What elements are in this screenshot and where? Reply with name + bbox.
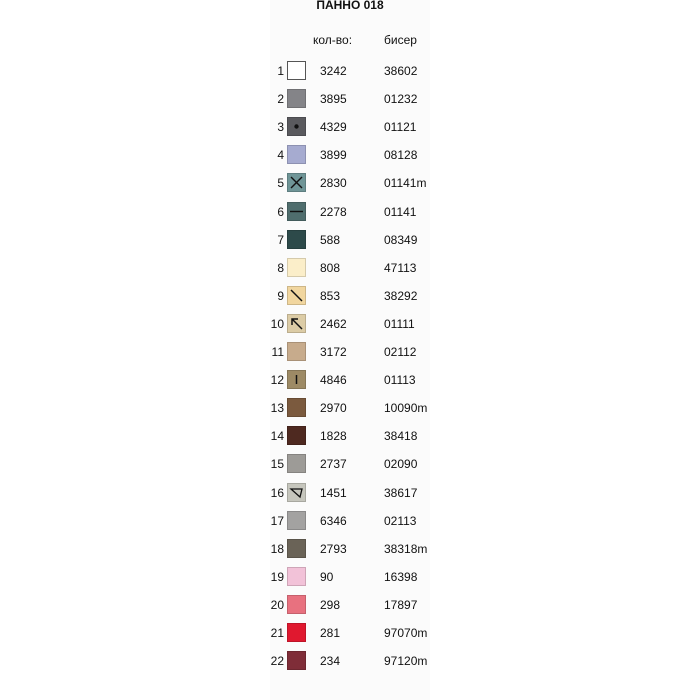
quantity-value: 2462	[320, 317, 347, 331]
row-number: 1	[277, 64, 284, 78]
legend-row	[270, 201, 440, 223]
quantity-value: 1451	[320, 486, 347, 500]
row-number: 14	[270, 429, 284, 443]
color-swatch	[287, 117, 306, 136]
quantity-value: 2737	[320, 457, 347, 471]
bead-code: 01232	[384, 92, 418, 106]
legend-row	[270, 650, 440, 672]
legend-row	[270, 172, 440, 194]
bead-code: 17897	[384, 598, 418, 612]
legend-row	[270, 622, 440, 644]
quantity-value: 2970	[320, 401, 347, 415]
color-swatch	[287, 202, 306, 221]
bead-code: 01113	[384, 373, 416, 387]
row-number: 3	[277, 120, 284, 134]
bead-code: 02113	[384, 514, 417, 528]
color-swatch	[287, 567, 306, 586]
row-number: 21	[270, 626, 284, 640]
bead-code: 38292	[384, 289, 418, 303]
color-swatch	[287, 230, 306, 249]
bead-code: 02090	[384, 457, 418, 471]
color-swatch	[287, 258, 306, 277]
color-swatch	[287, 595, 306, 614]
dash-icon	[287, 202, 306, 221]
bead-code: 16398	[384, 570, 418, 584]
quantity-value: 2793	[320, 542, 347, 556]
color-swatch	[287, 539, 306, 558]
row-number: 20	[270, 598, 284, 612]
color-swatch	[287, 145, 306, 164]
legend-row	[270, 313, 440, 335]
bead-code: 02112	[384, 345, 417, 359]
header-bead: бисер	[384, 33, 417, 47]
row-number: 15	[270, 457, 284, 471]
quantity-value: 6346	[320, 514, 347, 528]
triangle-icon	[287, 483, 306, 502]
bead-code: 97120m	[384, 654, 428, 668]
bead-code: 01111	[384, 317, 415, 331]
row-number: 7	[277, 233, 284, 247]
row-number: 8	[277, 261, 284, 275]
legend-row	[270, 229, 440, 251]
quantity-value: 234	[320, 654, 341, 668]
color-swatch	[287, 454, 306, 473]
legend-row	[270, 341, 440, 363]
color-swatch	[287, 511, 306, 530]
row-number: 16	[270, 486, 284, 500]
bead-code: 08349	[384, 233, 418, 247]
row-number: 18	[270, 542, 284, 556]
row-number: 13	[270, 401, 284, 415]
row-number: 10	[270, 317, 284, 331]
bead-code: 38318m	[384, 542, 428, 556]
color-swatch	[287, 286, 306, 305]
color-swatch	[287, 173, 306, 192]
quantity-value: 808	[320, 261, 341, 275]
legend-row	[270, 88, 440, 110]
legend-row	[270, 144, 440, 166]
legend-row	[270, 594, 440, 616]
quantity-value: 3242	[320, 64, 347, 78]
legend-row	[270, 510, 440, 532]
color-swatch	[287, 623, 306, 642]
color-swatch	[287, 370, 306, 389]
legend-row	[270, 453, 440, 475]
color-swatch	[287, 651, 306, 670]
bead-code: 47113	[384, 261, 417, 275]
cross-icon	[287, 173, 306, 192]
row-number: 9	[277, 289, 284, 303]
row-number: 12	[270, 373, 284, 387]
legend-row	[270, 116, 440, 138]
color-swatch	[287, 314, 306, 333]
row-number: 4	[277, 148, 284, 162]
row-number: 19	[270, 570, 284, 584]
color-swatch	[287, 483, 306, 502]
bead-code: 01141m	[384, 176, 427, 190]
page-title: ПАННО 018	[316, 0, 384, 12]
legend-row	[270, 482, 440, 504]
quantity-value: 3172	[320, 345, 347, 359]
row-number: 17	[270, 514, 284, 528]
color-swatch	[287, 426, 306, 445]
backslash-icon	[287, 286, 306, 305]
quantity-value: 90	[320, 570, 334, 584]
bead-code: 08128	[384, 148, 418, 162]
quantity-value: 588	[320, 233, 341, 247]
quantity-value: 4329	[320, 120, 347, 134]
quantity-value: 2278	[320, 205, 347, 219]
bead-code: 38418	[384, 429, 418, 443]
legend-row	[270, 397, 440, 419]
color-swatch	[287, 342, 306, 361]
legend-row	[270, 369, 440, 391]
legend-row	[270, 285, 440, 307]
legend-row	[270, 60, 440, 82]
quantity-value: 853	[320, 289, 341, 303]
dot-icon	[287, 117, 306, 136]
quantity-value: 4846	[320, 373, 347, 387]
bead-code: 38617	[384, 486, 418, 500]
bead-code: 10090m	[384, 401, 428, 415]
row-number: 6	[277, 205, 284, 219]
quantity-value: 3895	[320, 92, 347, 106]
row-number: 5	[277, 176, 284, 190]
legend-row	[270, 257, 440, 279]
quantity-value: 298	[320, 598, 341, 612]
quantity-value: 2830	[320, 176, 347, 190]
bead-code: 38602	[384, 64, 418, 78]
row-number: 11	[271, 345, 284, 359]
color-swatch	[287, 398, 306, 417]
vertical-bar-icon	[287, 370, 306, 389]
row-number: 2	[277, 92, 284, 106]
color-swatch	[287, 89, 306, 108]
header-quantity: кол-во:	[313, 33, 353, 47]
legend-row	[270, 566, 440, 588]
arrow-up-left-icon	[287, 314, 306, 333]
quantity-value: 3899	[320, 148, 347, 162]
color-swatch	[287, 61, 306, 80]
bead-code: 01121	[384, 120, 417, 134]
quantity-value: 281	[320, 626, 341, 640]
legend-row	[270, 538, 440, 560]
legend-row	[270, 425, 440, 447]
bead-code: 01141	[384, 205, 417, 219]
quantity-value: 1828	[320, 429, 347, 443]
bead-code: 97070m	[384, 626, 428, 640]
row-number: 22	[270, 654, 284, 668]
